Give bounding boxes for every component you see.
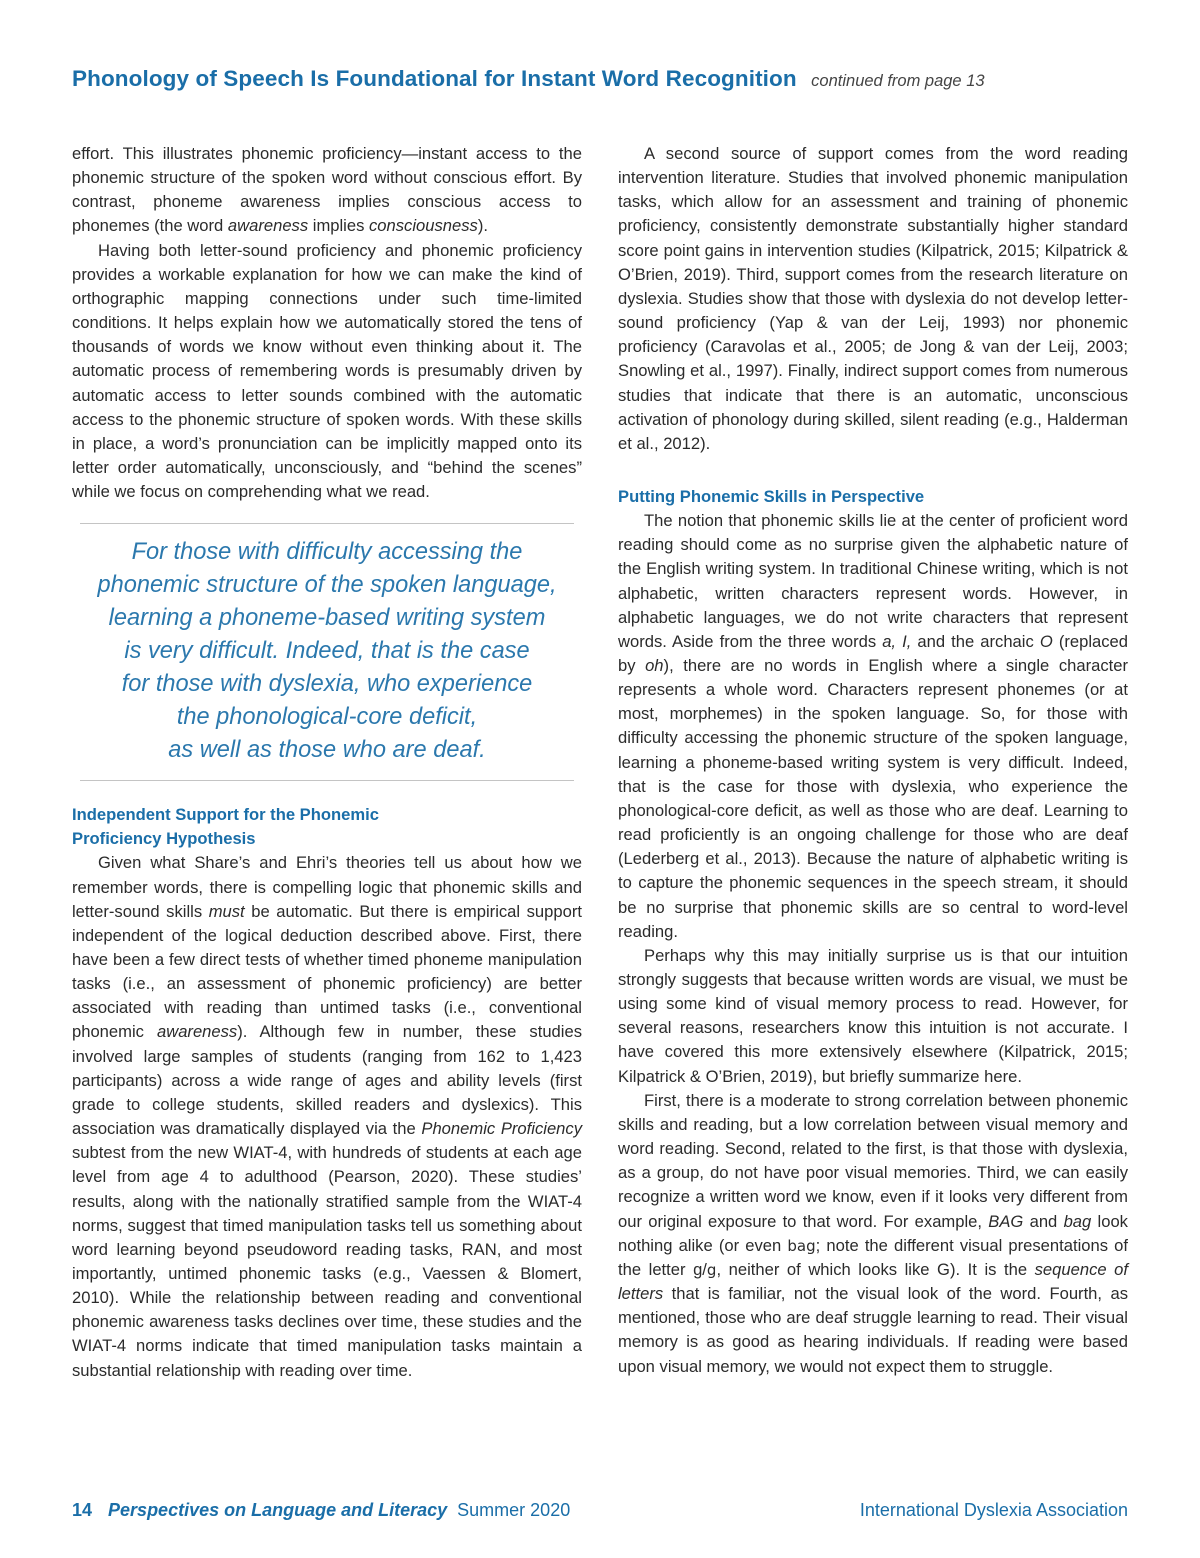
pull-quote-line: phonemic structure of the spoken language, bbox=[97, 572, 557, 599]
right-column bbox=[618, 142, 1128, 1379]
pull-quote-line: For those with difficulty accessing the bbox=[131, 539, 523, 566]
paragraph: Having both letter-sound proficiency and phonemic proficiency provides a workable explanation for how we can make the kind of orthographic mapping connections under such time-limited conditions. It helps explain how we automatically stored the tens of thousands of words we know without even thinking about it. The automatic process of remembering words is presumably driven by automatic access to letter sounds combined with the automatic access to the phonemic structure of spoken words. With these skills in place, a word’s pronunciation can be implicitly mapped onto its letter order automatically, unconsciously, and “behind the scenes” while we focus on comprehending what we read. bbox=[72, 240, 582, 502]
pull-quote-line: for those with dyslexia, who experience bbox=[121, 671, 533, 698]
section-heading: Independent Support for the Phonemic Proficiency Hypothesis bbox=[72, 805, 379, 849]
pull-quote-line: the phonological-core deficit, bbox=[176, 704, 478, 731]
page-header bbox=[72, 66, 1132, 92]
pull-quote-line: is very difficult. Indeed, that is the case bbox=[124, 638, 530, 665]
page-number: 14 bbox=[72, 1500, 93, 1520]
issue-date: Summer 2020 bbox=[457, 1500, 571, 1520]
paragraph: The notion that phonemic skills lie at the center of proficient word reading should come as no surprise given the alphabetic nature of the English writing system. In traditional Chinese writing, which is not alphabetic, written characters represent words. However, in alphabetic languages, we do not write characters that represent words. Aside from the three words a, I, and the archaic O (replaced by oh), there are no words in English where a single character represents a whole word. Characters represent phonemes (or at most, morphemes) in the spoken language. So, for those with difficulty accessing the phonemic structure of the spoken language, learning a phoneme-based writing system is very difficult. Indeed, that is the case for those with dyslexia, who experience the phonological-core deficit, as well as those who are deaf. Learning to read proficiently is an ongoing challenge for those who are deaf (Lederberg et al., 2013). Because the nature of alphabetic writing is to capture the phonemic sequences in the speech stream, it should be no surprise that phonemic skills are so central to word-level reading. bbox=[618, 511, 1128, 941]
pull-quote-line: as well as those who are deaf. bbox=[168, 737, 486, 764]
left-column bbox=[72, 142, 582, 1383]
pull-quote bbox=[80, 523, 574, 781]
paragraph: Perhaps why this may initially surprise us is that our intuition strongly suggests that because written words are visual, we must be using some kind of visual memory process to read. However, for several reasons, researchers know this intuition is not accurate. I have covered this more extensively elsewhere (Kilpatrick, 2015; Kilpatrick & O’Brien, 2019), but briefly summarize here. bbox=[618, 945, 1128, 1086]
paragraph: First, there is a moderate to strong correlation between phonemic skills and reading, but a low correlation between visual memory and word reading. Second, related to the first, is that those with dyslexia, as a group, do not have poor visual memories. Third, we can easily recognize a written word we know, even if it looks very different from our original exposure to that word. For example, BAG and bag look nothing alike (or even bag; note the different visual presentations of the letter g/g, neither of which looks like G). It is the sequence of letters that is familiar, not the visual look of the word. Fourth, as mentioned, those who are deaf struggle learning to read. Their visual memory is as good as hearing individuals. If reading were based upon visual memory, we would not expect them to struggle. bbox=[618, 1090, 1128, 1376]
pull-quote-line: learning a phoneme-based writing system bbox=[108, 605, 546, 632]
continued-note: continued from page 13 bbox=[811, 72, 985, 90]
article-title: Phonology of Speech Is Foundational for Instant Word Recognition bbox=[72, 66, 797, 91]
organization-name: International Dyslexia Association bbox=[859, 1500, 1128, 1520]
section-heading: Putting Phonemic Skills in Perspective bbox=[618, 487, 925, 507]
paragraph: Given what Share’s and Ehri’s theories tell us about how we remember words, there is compelling logic that phonemic skills and letter-sound skills must be automatic. But there is empirical support independent of the logical deduction described above. First, there have been a few direct tests of whether timed phoneme manipulation tasks (i.e., an assessment of phonemic proficiency) are better associated with reading than untimed tasks (i.e., conventional phonemic awareness). Although few in number, these studies involved large samples of students (ranging from 162 to 1,423 participants) across a wide range of ages and ability levels (first grade to college students, skilled readers and dyslexics). This association was dramatically displayed via the Phonemic Proficiency subtest from the new WIAT-4, with hundreds of students at each age level from age 4 to adulthood (Pearson, 2020). These studies’ results, along with the nationally stratified sample from the WIAT-4 norms, suggest that timed manipulation tasks tell us something about word learning beyond pseudoword reading tasks, RAN, and most importantly, untimed phonemic tasks (e.g., Vaessen & Blomert, 2010). While the relationship between reading and conventional phonemic awareness tasks declines over time, these studies and the WIAT-4 norms indicate that timed manipulation tasks maintain a substantial relationship with reading over time. bbox=[72, 853, 582, 1380]
paragraph: effort. This illustrates phonemic proficiency—instant access to the phonemic structure of the spoken word without conscious effort. By contrast, phoneme awareness implies conscious access to phonemes (the word awareness implies consciousness). bbox=[72, 144, 582, 236]
page-footer bbox=[72, 1500, 1128, 1521]
paragraph: A second source of support comes from the word reading intervention literature. Studies that involved phonemic manipulation tasks, which allow for an assessment and training of phonemic proficiency, consistently demonstrate substantially higher standard score point gains in intervention studies (Kilpatrick, 2015; Kilpatrick & O’Brien, 2019). Third, support comes from the research literature on dyslexia. Studies show that those with dyslexia do not develop letter-sound proficiency (Yap & van der Leij, 1993) nor phonemic proficiency (Caravolas et al., 2005; de Jong & van der Leij, 2003; Snowling et al., 1997). Finally, indirect support comes from numerous studies that indicate that there is an automatic, unconscious activation of phonology during skilled, silent reading (e.g., Halderman et al., 2012). bbox=[618, 144, 1128, 453]
magazine-title: Perspectives on Language and Literacy bbox=[108, 1500, 448, 1520]
